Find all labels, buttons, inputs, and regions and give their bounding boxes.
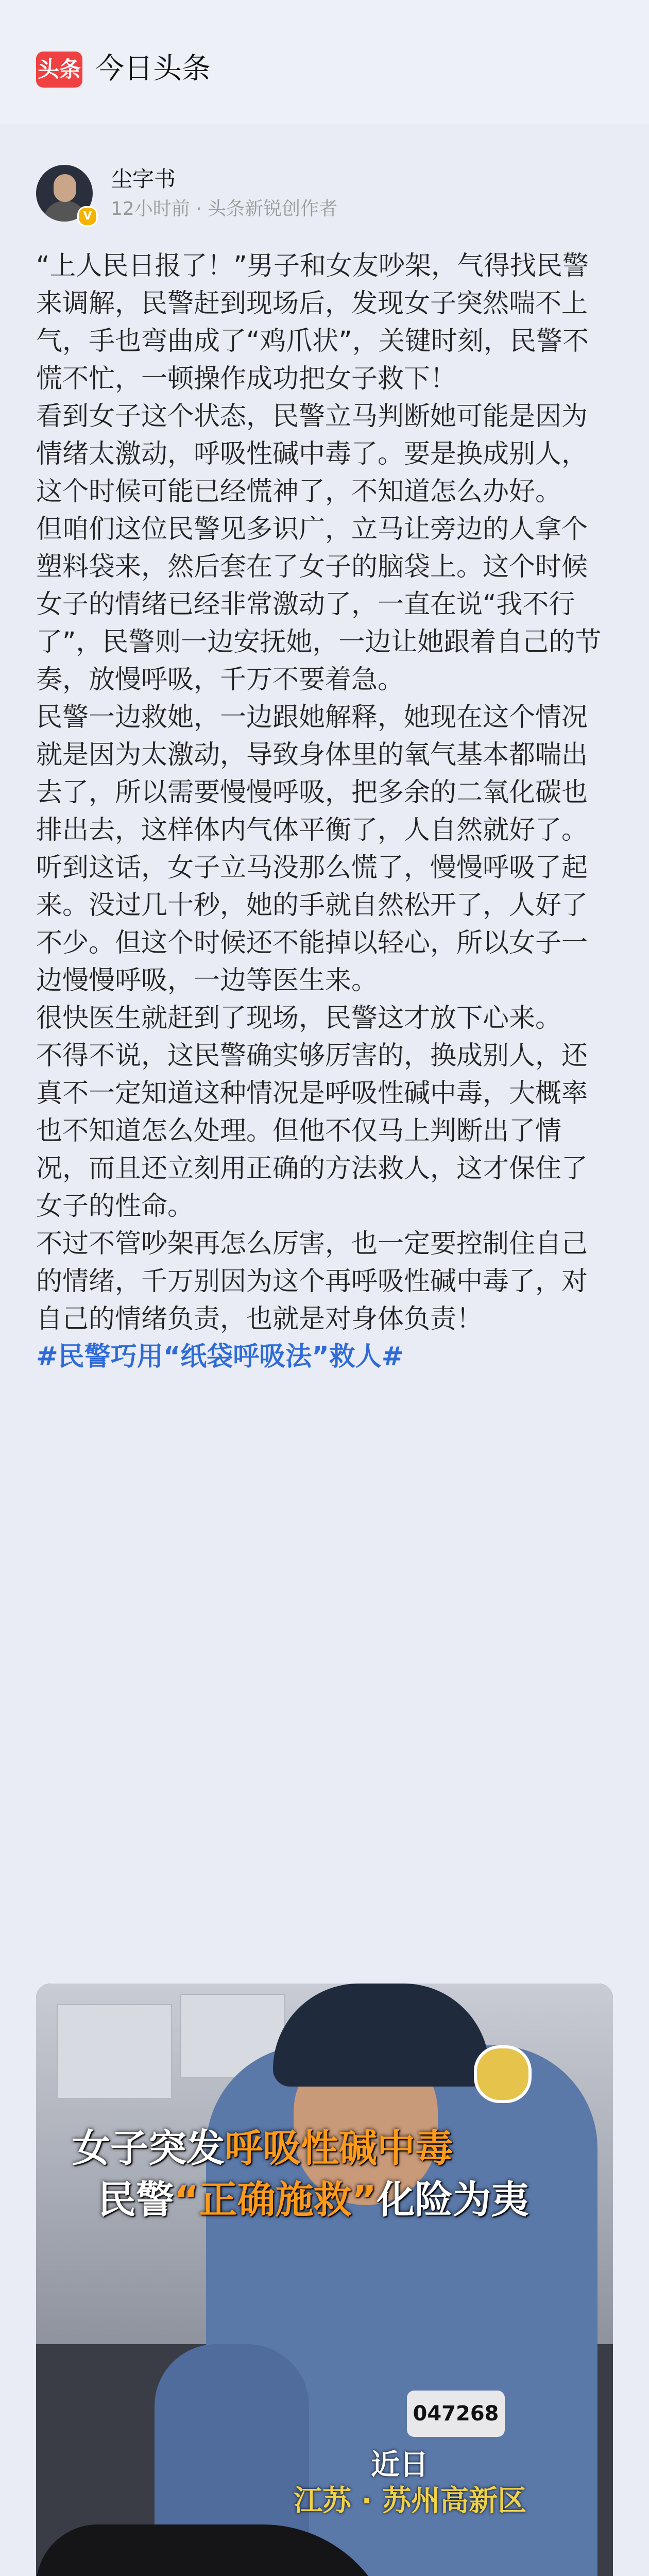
toutiao-logo: 头条 <box>36 52 82 88</box>
caption-text: 女子突发 <box>72 2126 225 2171</box>
ceiling-tile <box>57 2004 172 2099</box>
article-paragraph: 不得不说，这民警确实够厉害的，换成别人，还真不一定知道这种情况是呼吸性碱中毒，大概率也不知道怎么处理。但他不仅马上判断出了情况，而且还立刻用正确的方法救人，这才保住了女子的性命。 <box>36 1041 588 1222</box>
article-paragraph: 很快医生就赶到了现场，民警这才放下心来。 <box>36 1003 562 1033</box>
video-location-date: 近日 <box>371 2448 429 2482</box>
author-name[interactable]: 尘字书 <box>111 166 176 192</box>
avatar-face-shape <box>54 174 76 202</box>
caption-highlight: “正确施救” <box>174 2178 377 2222</box>
verified-badge-icon: V <box>77 206 98 227</box>
caption-text: 化险为夷 <box>377 2178 530 2222</box>
video-caption-line2 <box>98 2174 529 2226</box>
video-caption-line1 <box>72 2123 453 2174</box>
article-body <box>36 247 613 1376</box>
police-badge-number: 047268 <box>407 2391 505 2437</box>
author-header <box>36 165 613 227</box>
video-location: 江苏 · 苏州高新区 <box>294 2484 527 2518</box>
topic-hashtag-link[interactable]: #民警巧用“纸袋呼吸法”救人# <box>36 1342 404 1372</box>
app-header <box>0 0 649 124</box>
caption-text: 民警 <box>98 2178 174 2222</box>
police-emblem-icon <box>474 2045 532 2103</box>
article-paragraph: 看到女子这个状态，民警立马判断她可能是因为情绪太激动，呼吸性碱中毒了。要是换成别人，这个时候可能已经慌神了，不知道怎么办好。 <box>36 401 588 507</box>
app-name: 今日头条 <box>95 52 211 86</box>
video-player[interactable] <box>36 1984 613 2576</box>
article-paragraph: “上人民日报了！”男子和女友吵架，气得找民警来调解，民警赶到现场后，发现女子突然喘不上气，手也弯曲成了“鸡爪状”，关键时刻，民警不慌不忙，一顿操作成功把女子救下！ <box>36 251 589 394</box>
article-paragraph: 不过不管吵架再怎么厉害，也一定要控制住自己的情绪，千万别因为这个再呼吸性碱中毒了，对自己的情绪负责，也就是对身体负责！ <box>36 1229 588 1334</box>
article-paragraph: 听到这话，女子立马没那么慌了，慢慢呼吸了起来。没过几十秒，她的手就自然松开了，人好了不少。但这个时候还不能掉以轻心，所以女子一边慢慢呼吸，一边等医生来。 <box>36 853 588 996</box>
post-meta: 12小时前 · 头条新锐创作者 <box>111 198 338 219</box>
article-paragraph: 民警一边救她，一边跟她解释，她现在这个情况就是因为太激动，导致身体里的氧气基本都喘出去了，所以需要慢慢呼吸，把多余的二氧化碳也排出去，这样体内气体平衡了，人自然就好了。 <box>36 702 588 845</box>
caption-highlight: 呼吸性碱中毒 <box>225 2126 453 2171</box>
article-paragraph: 但咱们这位民警见多识广，立马让旁边的人拿个塑料袋来，然后套在了女子的脑袋上。这个时候女子的情绪已经非常激动了，一直在说“我不行了”，民警则一边安抚她，一边让她跟着自己的节奏，放慢呼吸，千万不要着急。 <box>36 514 602 695</box>
